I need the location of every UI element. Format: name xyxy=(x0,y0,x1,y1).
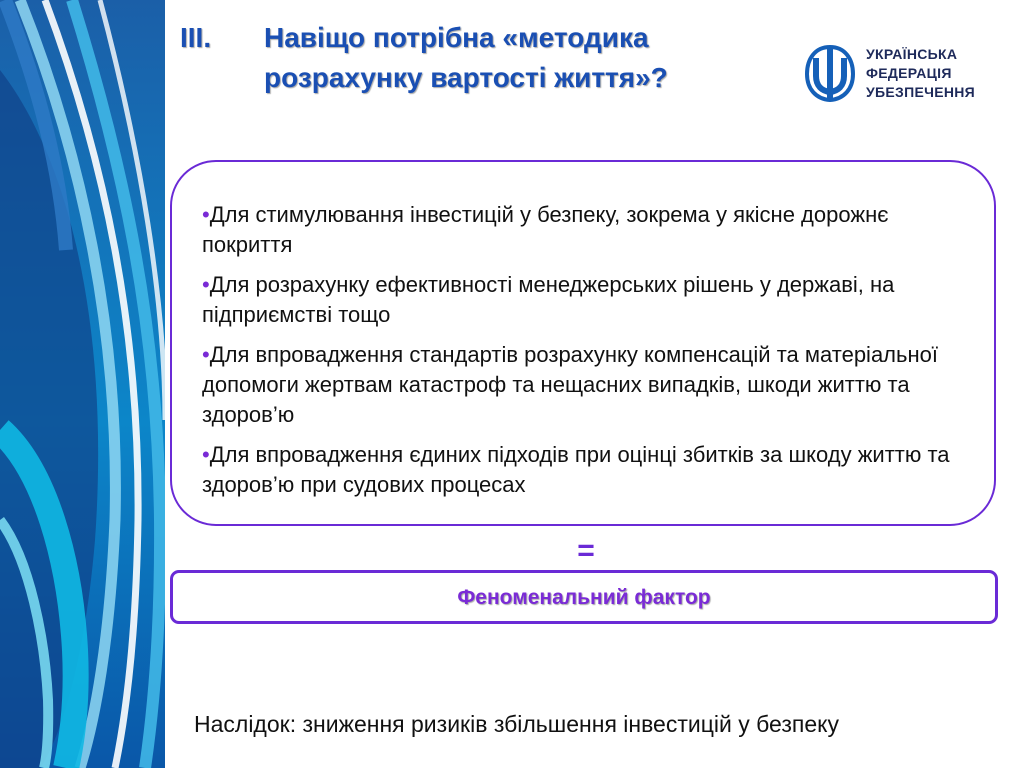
bullet-icon: • xyxy=(202,272,210,297)
bullet-icon: • xyxy=(202,202,210,227)
section-number: III. xyxy=(180,22,212,53)
list-item-text: Для впровадження єдиних підходів при оцінці збитків за шкоду життю та здоров’ю при судових процесах xyxy=(202,442,950,497)
equals-sign: = xyxy=(577,534,595,567)
logo-text-line-2: ФЕДЕРАЦІЯ xyxy=(866,65,952,81)
title-text xyxy=(264,18,769,98)
title-line-1: Навіщо потрібна «методика xyxy=(264,22,649,53)
bullet-icon: • xyxy=(202,342,210,367)
list-item-text: Для стимулювання інвестицій у безпеку, зокрема у якісне дорожнє покриття xyxy=(202,202,889,257)
blue-stripes-graphic xyxy=(0,0,165,768)
list-item-text: Для впровадження стандартів розрахунку компенсацій та матеріальної допомоги жертвам катастроф та нещасних випадків, шкоди життю та здоров’ю xyxy=(202,342,938,427)
decorative-blue-stripes xyxy=(0,0,165,768)
list-item-text: Для розрахунку ефективності менеджерських рішень у державі, на підприємстві тощо xyxy=(202,272,895,327)
list-item xyxy=(202,440,982,500)
list-item xyxy=(202,270,982,330)
list-item xyxy=(202,200,982,260)
reasons-box xyxy=(170,160,996,526)
logo-text-line-1: УКРАЇНСЬКА xyxy=(866,46,958,62)
ufu-emblem-icon xyxy=(803,44,857,102)
logo-text-line-3: УБЕЗПЕЧЕННЯ xyxy=(866,84,976,100)
factor-box xyxy=(170,570,998,624)
reasons-list xyxy=(202,200,982,510)
ufu-logo xyxy=(803,44,983,104)
list-item xyxy=(202,340,982,430)
logo-wordmark xyxy=(866,45,975,102)
bullet-icon: • xyxy=(202,442,210,467)
title-line-2: розрахунку вартості життя»? xyxy=(264,62,668,93)
factor-label: Феноменальний фактор xyxy=(457,586,711,609)
consequence-text: Наслідок: зниження ризиків збільшення інвестицій у безпеку xyxy=(194,711,839,737)
